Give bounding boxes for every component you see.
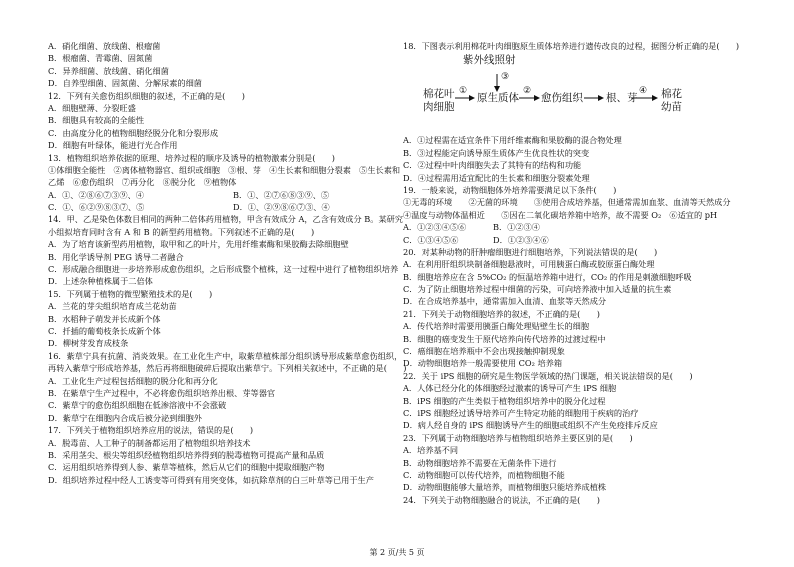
left_column-line: C．紫草宁的愈伤组织细胞在低渗溶液中不会涨破 — [48, 400, 227, 411]
left_column-line: 小组拟培育同时含有 A 和 B 的新型药用植物。下列叙述不正确的是( ) — [48, 226, 315, 237]
source-line-2: 肉细胞 — [423, 101, 455, 114]
right_column-line: 23．下列属于动物细胞培养与植物组织培养主要区别的是( ) — [403, 432, 633, 443]
right_column-line: A．①过程需在适宜条件下用纤维素酶和果胶酶的混合物处理 — [403, 135, 622, 146]
left_column-line: 14．甲、乙是染色体数目相同的两种二倍体药用植物，甲含有效成分 A，乙含有效成分 B。某研究 — [48, 214, 404, 225]
option — [583, 234, 673, 246]
dest-line-1: 棉花 — [661, 88, 682, 101]
option — [673, 234, 763, 246]
right_column-line: 19．一般来说，动物细胞体外培养需要满足以下条件( ) — [403, 184, 617, 195]
right_column-line: C．②过程中叶肉细胞失去了其特有的结构和功能 — [403, 160, 582, 171]
right_column-line: 20．对某种动物的肝肿瘤细胞进行细胞培养，下列说法错误的是( ) — [403, 246, 658, 257]
left_column-line: B．水稻种子萌发并长成新个体 — [48, 313, 161, 324]
option: C．①、⑥②⑨⑧③⑦、⑤ — [48, 202, 145, 213]
option: B．①②③④ — [493, 222, 540, 233]
uv-label: 紫外线照射 — [463, 54, 516, 67]
option-row — [48, 201, 418, 213]
left_column-line: C．形成融合细胞进一步培养形成愈伤组织，之后形成整个植株，这一过程中进行了植物组织培养 — [48, 264, 399, 275]
option: A．①②③④⑤⑥ — [403, 222, 467, 233]
left_column-line: D．组织培养过程中经人工诱变等可得到有用突变体，如抗除草剂的白三叶草等已用于生产 — [48, 474, 374, 485]
right_column-line: C．癌细胞在培养瓶中不会出现接触抑制现象 — [403, 346, 565, 357]
left_column-line: B．用化学诱导剂 PEG 诱导二者融合 — [48, 251, 184, 262]
right_column-line: D．④过程需用适宜配比的生长素和细胞分裂素处理 — [403, 172, 590, 183]
option: D．①②③④⑥ — [493, 234, 549, 245]
left_column-line: C．运用组织培养得到人参、紫草等植株，然后从它们的细胞中提取细胞产物 — [48, 462, 325, 473]
left_column-line: B．采用茎尖、根尖等组织经植物组织培养得到的脱毒植物可提高产量和品质 — [48, 449, 325, 460]
option — [583, 221, 673, 233]
step-3-label: ③ — [501, 72, 510, 83]
right_column-line: C．为了防止细胞培养过程中细菌的污染，可向培养液中加入适量的抗生素 — [403, 284, 672, 295]
right_column-line: A．传代培养时需要用胰蛋白酶处理贴壁生长的细胞 — [403, 321, 590, 332]
left_column-line: 17．下列关于植物组织培养应用的说法，错误的是( ) — [48, 425, 254, 436]
left_column-line: B．在紫草宁生产过程中，不必将愈伤组织培养出根、芽等器官 — [48, 387, 276, 398]
right_column-line: 21．下列关于动物细胞培养的叙述，不正确的是( ) — [403, 308, 600, 319]
right_column-line: D．动物细胞培养一般需要使用 CO₂ 培养箱 — [403, 358, 563, 369]
option: D．①、②⑨⑧⑥⑦③、④ — [233, 202, 330, 213]
step-1-label: ① — [459, 86, 468, 97]
left_column-line: A．脱毒苗、人工种子的制备都运用了植物组织培养技术 — [48, 437, 251, 448]
left_column-line: A．硝化细菌、放线菌、根瘤菌 — [48, 41, 161, 51]
left_column-line: D．紫草宁在细胞内合成后被分泌到细胞外 — [48, 412, 202, 423]
option — [673, 221, 763, 233]
right_column-line: D．动物细胞能够大量培养，而植物细胞只能培养成植株 — [403, 482, 607, 493]
right-column-body — [403, 134, 763, 506]
right_column-line: 22．关于 iPS 细胞的研究是生物医学领域的热门课题，相关说法错误的是( ) — [403, 370, 693, 381]
right_column-line: C．动物细胞可以传代培养，而植物细胞不能 — [403, 469, 565, 480]
right_column-line: ①无毒的环境 ②无菌的环境 ③使用合成培养基，但通常需加血浆、血清等天然成分 — [403, 197, 731, 208]
right_column-line: C．iPS 细胞经过诱导培养可产生特定功能的细胞用于疾病的治疗 — [403, 407, 639, 418]
left_column-line: D．自养型细菌、固氮菌、分解尿素的细菌 — [48, 78, 202, 89]
option-row — [403, 234, 763, 246]
left_column-line: 12．下列有关愈伤组织细胞的叙述，不正确的是( ) — [48, 90, 245, 101]
left_column-line: C．扦插的葡萄枝条长成新个体 — [48, 325, 161, 336]
left_column-line: A．兰花的芽尖组织培育成兰花幼苗 — [48, 301, 177, 312]
question-18-stem: 18．下图表示利用棉花叶肉细胞原生质体培养进行遗传改良的过程，据图分析正确的是( ) — [403, 41, 740, 51]
left_column-line: B．细胞具有较高的全能性 — [48, 115, 145, 126]
source-line-1: 棉花叶 — [423, 88, 455, 101]
right_column-line: B．细胞的癌变发生于原代培养向传代培养的过渡过程中 — [403, 333, 606, 344]
q18-diagram — [403, 54, 763, 134]
left_column-line: 16．紫草宁具有抗菌、消炎效果。在工业化生产中，取紫草植株部分组织诱导形成紫草愈伤组织， — [48, 350, 403, 361]
left_column-line: A．细胞壁薄、分裂旺盛 — [48, 102, 136, 113]
option-row — [48, 189, 418, 201]
right_column-line: A．人体已经分化的体细胞经过激素的诱导可产生 iPS 细胞 — [403, 383, 617, 394]
left_column-line: 13．植物组织培养依据的原理、培养过程的顺序及诱导的植物激素分别是( ) — [48, 152, 335, 163]
right_column-line: A．培养基不同 — [403, 445, 459, 456]
left_column-line: C．异养细菌、放线菌、硝化细菌 — [48, 65, 169, 76]
left_column-line: D．上述杂种植株属于二倍体 — [48, 276, 153, 287]
step-4-label: ④ — [639, 86, 648, 97]
right_column-line: B．动物细胞培养不需要在无菌条件下进行 — [403, 457, 557, 468]
left-column — [48, 40, 418, 486]
option-row — [403, 221, 763, 233]
step-2-label: ② — [523, 86, 532, 97]
left_column-line: 乙烯 ⑥愈伤组织 ⑦再分化 ⑧脱分化 ⑨植物体 — [48, 177, 237, 188]
right_column-line: A．在利用肝组织块制备细胞悬液时，可用胰蛋白酶或胶原蛋白酶处理 — [403, 259, 655, 270]
right_column-line: D．在合成培养基中，通常需加入血清、血浆等天然成分 — [403, 296, 607, 307]
right_column-line: B．③过程能定向诱导原生质体产生优良性状的突变 — [403, 147, 590, 158]
node-protoplast: 原生质体 — [477, 92, 519, 105]
left_column-line: D．细胞有叶绿体，能进行光合作用 — [48, 140, 178, 151]
right_column-line: 24．下列关于动物细胞融合的说法，不正确的是( ) — [403, 494, 600, 505]
option: B．①、②⑦⑥⑧③⑨、⑤ — [233, 189, 330, 200]
left_column-line: C．由高度分化的植物细胞经脱分化和分裂形成 — [48, 127, 219, 138]
page-footer: 第 2 页/共 5 页 — [369, 548, 425, 557]
left_column-line: 15．下列属于植物的微型繁殖技术的是( ) — [48, 288, 213, 299]
right_column-line: B．iPS 细胞的产生类似于植物组织培养中的脱分化过程 — [403, 395, 606, 406]
diagram-arrows — [403, 54, 763, 134]
left_column-line: ①体细胞全能性 ②离体植物器官、组织或细胞 ③根、芽 ④生长素和细胞分裂素 ⑤生长素和 — [48, 164, 401, 175]
left_column-line: B．根瘤菌、青霉菌、固氮菌 — [48, 53, 153, 64]
option — [141, 189, 234, 201]
option: A．①、②⑧⑥⑦③⑨、④ — [48, 189, 144, 200]
right_column-line: ④温度与动物体温相近 ⑤因在二氧化碳培养箱中培养，故不需要 O₂ ⑥适宜的 pH — [403, 209, 718, 220]
left_column-line: A．工业化生产过程包括细胞的脱分化和再分化 — [48, 375, 218, 386]
node-callus: 愈伤组织 — [541, 92, 583, 105]
right_column-line: B．细胞培养应在含 5%CO₂ 的恒温培养箱中进行，CO₂ 的作用是刺激细胞呼吸 — [403, 271, 692, 282]
option: C．①③④⑤⑥ — [403, 234, 459, 245]
left_column-line: A．为了培育该新型药用植物，取甲和乙的叶片，先用纤维素酶和果胶酶去除细胞壁 — [48, 239, 349, 250]
node-root-bud: 根、芽 — [606, 92, 638, 105]
left_column-line: D．柳树芽发育成枝条 — [48, 338, 129, 349]
right-column — [403, 40, 763, 506]
left_column-line: 再转入紫草宁形成培养基，然后再将细胞破碎后提取出紫草宁。下列相关叙述中，不正确的是( ) — [48, 363, 407, 374]
right_column-line: D．病人经自身的 iPS 细胞诱导产生的细胞或组织不产生免疫排斥反应 — [403, 420, 658, 431]
option — [141, 201, 234, 213]
dest-line-2: 幼苗 — [661, 101, 682, 114]
